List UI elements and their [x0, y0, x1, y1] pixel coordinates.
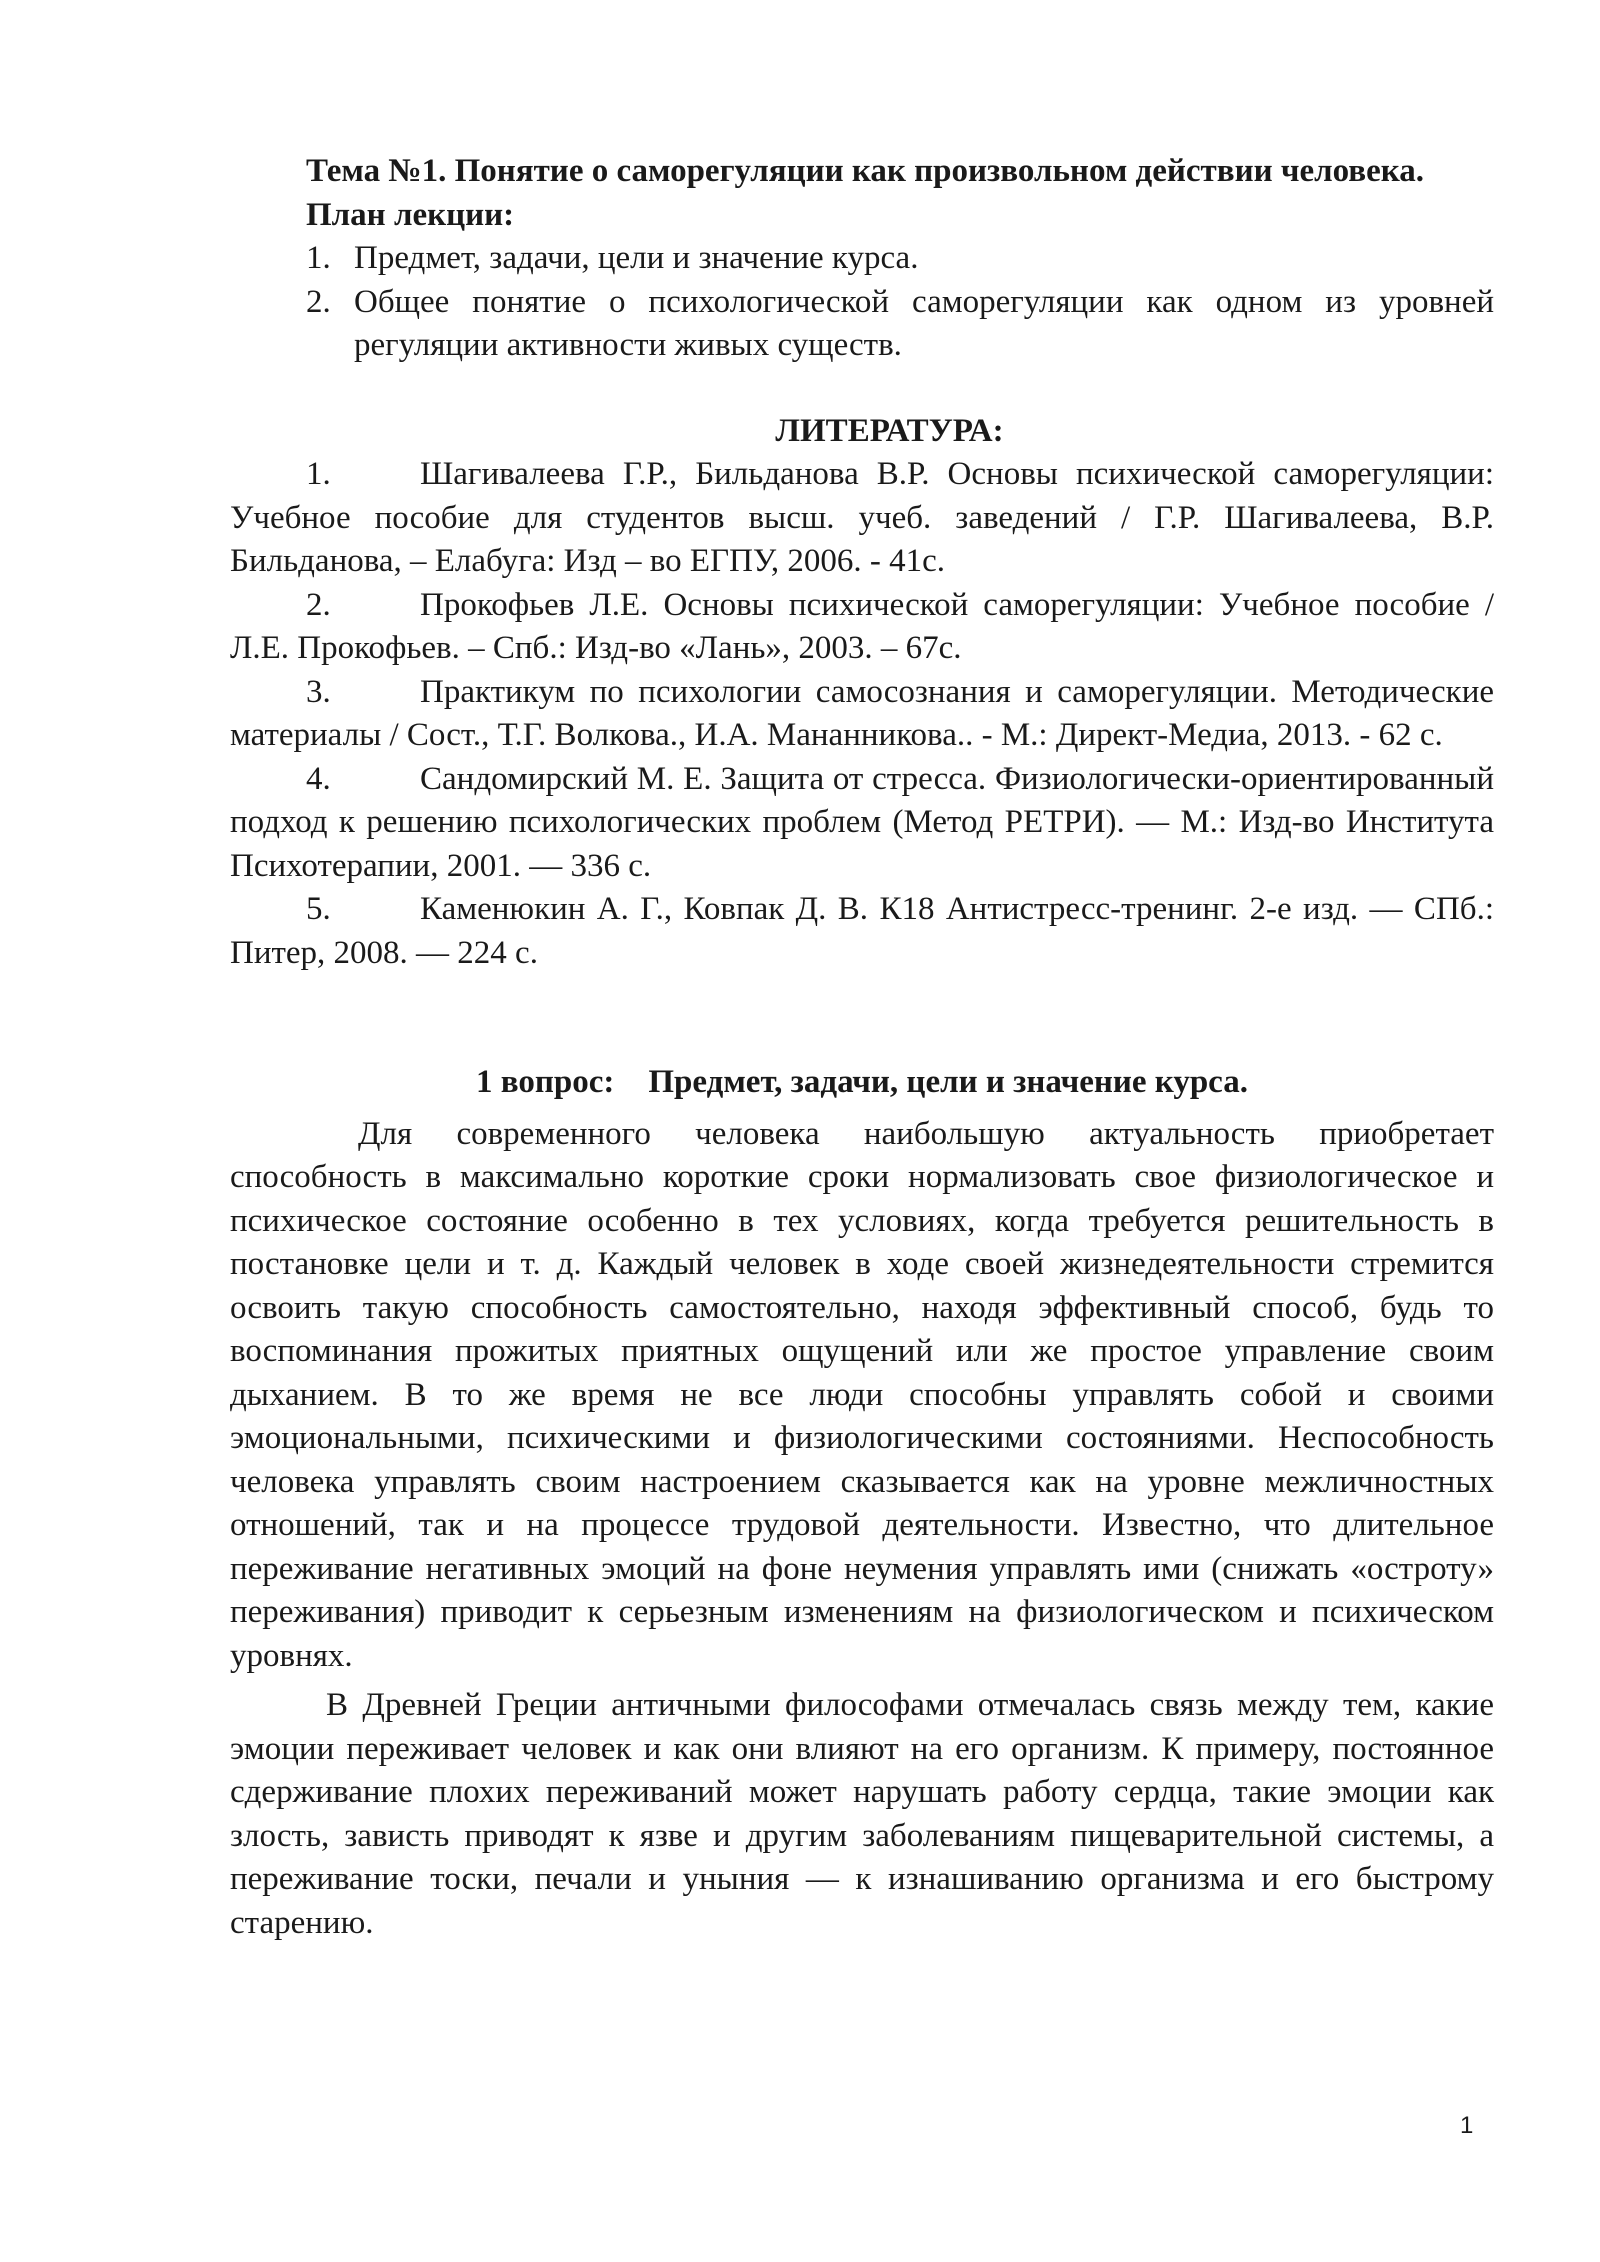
question-title: Предмет, задачи, цели и значение курса. — [648, 1064, 1248, 1100]
reference-item — [230, 758, 1494, 889]
reference-text: Сандомирский М. Е. Защита от стресса. Физиологически-ориентированный подход к решению психологических проблем (Метод РЕТРИ). — М.: Изд-во Института Психотерапии, 2001. — 336 с. — [230, 760, 1494, 884]
reference-text: Практикум по психологии самосознания и саморегуляции. Методические материалы / Сост., Т.Г. Волкова., И.А. Мананникова.. - М.: Директ-Медиа, 2013. - 62 с. — [230, 673, 1494, 753]
reference-text: Шагивалеева Г.Р., Бильданова В.Р. Основы психической саморегуляции: Учебное пособие для студентов высш. учеб. заведений / Г.Р. Шагивалеева, В.Р. Бильданова, – Елабуга: Изд – во ЕГПУ, 2006. - 41с. — [230, 456, 1494, 579]
plan-item-text: Предмет, задачи, цели и значение курса. — [354, 240, 919, 276]
reference-text: Каменюкин А. Г., Ковпак Д. В. К18 Антистресс-тренинг. 2-е изд. — СПб.: Питер, 2008. — 224 с. — [230, 891, 1494, 971]
plan-item — [306, 237, 1494, 281]
literature-heading: ЛИТЕРАТУРА: — [775, 412, 1004, 449]
page-number: 1 — [1460, 2112, 1474, 2139]
topic-title: Тема №1. Понятие о саморегуляции как произвольном действии человека. — [306, 153, 1425, 189]
plan-item — [306, 281, 1494, 368]
reference-item — [230, 453, 1494, 584]
document-page — [230, 150, 1494, 1945]
plan-item-text: Общее понятие о психологической саморегуляции как одном из уровней регуляции активности живых существ. — [354, 283, 1494, 363]
body-paragraph: Для современного человека наибольшую актуальность приобретает способность в максимально короткие сроки нормализовать свое физиологическое и психическое состояние особенно в тех условиях, когда требуется решительность в постановке цели и т. д. Каждый человек в ходе своей жизнедеятельности стремится освоить такую способность самостоятельно, находя эффективный способ, будь то воспоминания прожитых приятных ощущений или же простое управление своим дыханием. В то же время не все люди способны управлять собой и своими эмоциональными, психическими и физиологическими состояниями. Неспособность человека управлять своим настроением сказывается как на уровне межличностных отношений, так и на процессе трудовой деятельности. Известно, что длительное переживание негативных эмоций на фоне неумения управлять ими (снижать «остроту» переживания) приводит к серьезным изменениям на физиологическом и психическом уровнях. — [230, 1115, 1494, 1674]
reference-number: 4. — [306, 760, 331, 797]
body-paragraph: В Древней Греции античными философами отмечалась связь между тем, какие эмоции переживает человек и как они влияют на его организм. К примеру, постоянное сдерживание плохих переживаний может нарушать работу сердца, такие эмоции как злость, зависть приводят к язве и другим заболеваниям пищеварительной системы, а переживание тоски, печали и уныния — к изнашиванию организма и его быстрому старению. — [230, 1687, 1494, 1941]
reference-number: 5. — [306, 891, 331, 927]
reference-number: 1. — [306, 456, 331, 492]
question-heading — [230, 1061, 1494, 1105]
plan-item-number: 1. — [306, 240, 331, 276]
reference-text: Прокофьев Л.Е. Основы психической саморегуляции: Учебное пособие /Л.Е. Прокофьев. – Спб.: Изд-во «Лань», 2003. – 67с. — [230, 586, 1494, 666]
reference-number: 3. — [306, 673, 331, 710]
plan-heading: План лекции: — [306, 196, 515, 233]
reference-number: 2. — [306, 586, 331, 623]
reference-item — [230, 584, 1494, 671]
question-label: 1 вопрос: — [476, 1064, 615, 1100]
reference-item — [230, 671, 1494, 758]
plan-item-number: 2. — [306, 283, 331, 320]
reference-list — [230, 453, 1494, 975]
plan-list — [230, 237, 1494, 368]
reference-item — [230, 888, 1494, 975]
